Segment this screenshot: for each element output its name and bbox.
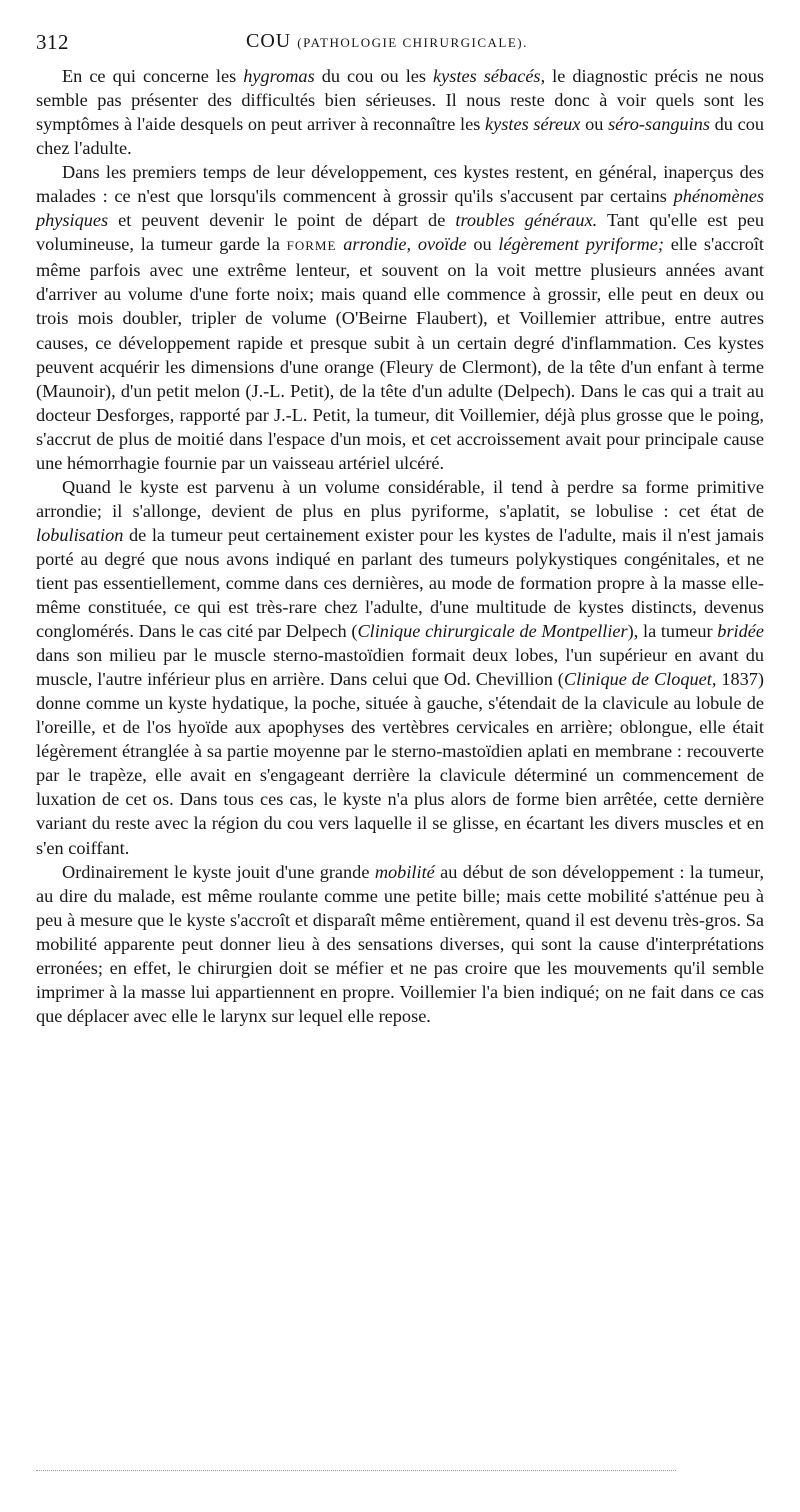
text-run: Tant qu'elle est peu volumineuse, la tumeur garde la xyxy=(36,210,765,255)
running-title xyxy=(246,30,528,53)
text-run: Dans les premiers temps de leur développement, ces kystes restent, en général, inaperçus des malades : ce n'est que lorsqu'ils commencent à grossir qu'ils s'accusent par certains xyxy=(36,162,764,207)
footer-dotted-rule xyxy=(36,1470,676,1471)
italic-run: bridée xyxy=(717,621,764,642)
text-run: ou xyxy=(466,234,499,255)
text-run: Ordinairement le kyste jouit d'une grande xyxy=(62,861,375,882)
italic-run: kystes sébacés xyxy=(433,66,541,86)
italic-run: mobilité xyxy=(374,861,435,882)
text-run: ou xyxy=(580,114,609,135)
paragraph xyxy=(36,475,764,860)
text-run: ), la tumeur xyxy=(627,621,718,642)
text-run: du cou chez l'adulte. xyxy=(36,114,764,159)
text-run: au début de son développement : la tumeur, au dire du malade, est même roulante comme une petite bille; mais cette mobilité s'atténue peu à peu à mesure que le kyste s'accroît et disparaît même entièrement, quand il est devenu très-gros. Sa mobilité apparente peut donner lieu à des sensations diverses, qui sont la cause d'interprétations erronées; en effet, le chirurgien doit se méfier et ne pas croire que les mouvements qu'il semble imprimer à la masse lui appartiennent en propre. Voillemier l'a bien indiqué; on ne fait dans ce cas que déplacer avec elle le larynx sur lequel elle repose. xyxy=(36,861,765,1026)
text-run: de la tumeur peut certainement exister pour les kystes de l'adulte, mais il n'est jamais porté au degré que nous avons indiqué en parlant des tumeurs polykystiques congénitales, et ne tient pas essentiellement, comme dans ces dernières, au mode de formation propre à la masse elle-même constituée, ce qui est très-rare chez l'adulte, d'une multitude de kystes distincts, devenus conglomérés. Dans le cas cité par Delpech ( xyxy=(36,524,764,642)
italic-run: kystes séreux xyxy=(485,114,581,135)
running-header xyxy=(36,30,766,56)
italic-run: phénomènes physiques xyxy=(36,186,764,231)
italic-run: troubles généraux. xyxy=(455,210,598,231)
small-caps-run: FORME xyxy=(286,238,337,254)
running-title-main: COU xyxy=(246,30,292,52)
running-title-subtitle: (PATHOLOGIE CHIRURGICALE). xyxy=(297,35,528,50)
italic-run: Clinique de Cloquet, xyxy=(563,669,717,690)
page-number: 312 xyxy=(36,30,69,54)
body-text xyxy=(36,64,764,1028)
italic-run: hygromas xyxy=(243,66,315,86)
text-run: elle s'accroît même parfois avec une extrême lenteur, et souvent on la voit mettre plusieurs années avant d'arriver au volume d'une forte noix; mais quand elle commence à grossir, elle peut en deux ou trois mois doubler, tripler de volume (O'Beirne Flaubert), et Voillemier attribue, entre autres causes, ce développement rapide et presque subit à un certain degré d'inflammation. Ces kystes peuvent acquérir les dimensions d'une orange (Fleury de Clermont), de la tête d'un enfant à terme (Maunoir), d'un petit melon (J.-L. Petit), de la tête d'un adulte (Delpech). Dans le cas qui a trait au docteur Desforges, rapporté par J.-L. Petit, la tumeur, dit Voillemier, déjà plus grosse que le poing, s'accrut de plus de moitié dans l'espace d'un mois, et cet accroissement avait pour principale cause une hémorrhagie fournie par un vaisseau artériel ulcéré. xyxy=(36,234,764,473)
italic-run: séro-sanguins xyxy=(608,114,710,135)
paragraph xyxy=(36,160,764,475)
text-run: 1837) donne comme un kyste hydatique, la poche, située à gauche, s'étendait de la clavicule au lobule de l'oreille, et de l'os hyoïde aux apophyses des vertèbres cervicales en arrière; oblongue, elle était légèrement étranglée à sa partie moyenne par le sterno-mastoïdien aplati en membrane : recouverte par le trapèze, elle avait en s'engageant derrière la clavicule déterminé un commencement de luxation de cet os. Dans tous ces cas, le kyste n'a plus alors de forme bien arrêtée, cette dernière variant du reste avec la région du cou vers laquelle il se glisse, en écartant les divers muscles et en s'en coiffant. xyxy=(36,669,764,858)
text-run: dans son milieu par le muscle sterno-mastoïdien formait deux lobes, l'un supérieur en avant du muscle, l'autre inférieur plus en arrière. Dans celui que Od. Chevillion ( xyxy=(36,645,764,690)
paragraph xyxy=(36,64,764,160)
text-run: Quand le kyste est parvenu à un volume considérable, il tend à perdre sa forme primitive arrondie; il s'allonge, devient de plus en plus pyriforme, s'aplatit, se lobulise : cet état de xyxy=(36,476,764,521)
text-run: En ce qui concerne les xyxy=(62,66,244,86)
text-run: , le diagnostic précis ne nous semble pas présenter des difficultés bien sérieuses. Il nous reste donc à voir quels sont les symptômes à l'aide desquels on peut arriver à reconnaître les xyxy=(36,66,764,135)
italic-run: arrondie, ovoïde xyxy=(343,234,467,255)
italic-run: lobulisation xyxy=(36,524,124,545)
text-run: du cou ou les xyxy=(314,66,434,86)
italic-run: Clinique chirurgicale de Montpellier xyxy=(357,621,628,642)
italic-run: légèrement pyriforme; xyxy=(498,234,664,255)
text-run: et peuvent devenir le point de départ de xyxy=(108,210,456,231)
paragraph xyxy=(36,860,764,1028)
